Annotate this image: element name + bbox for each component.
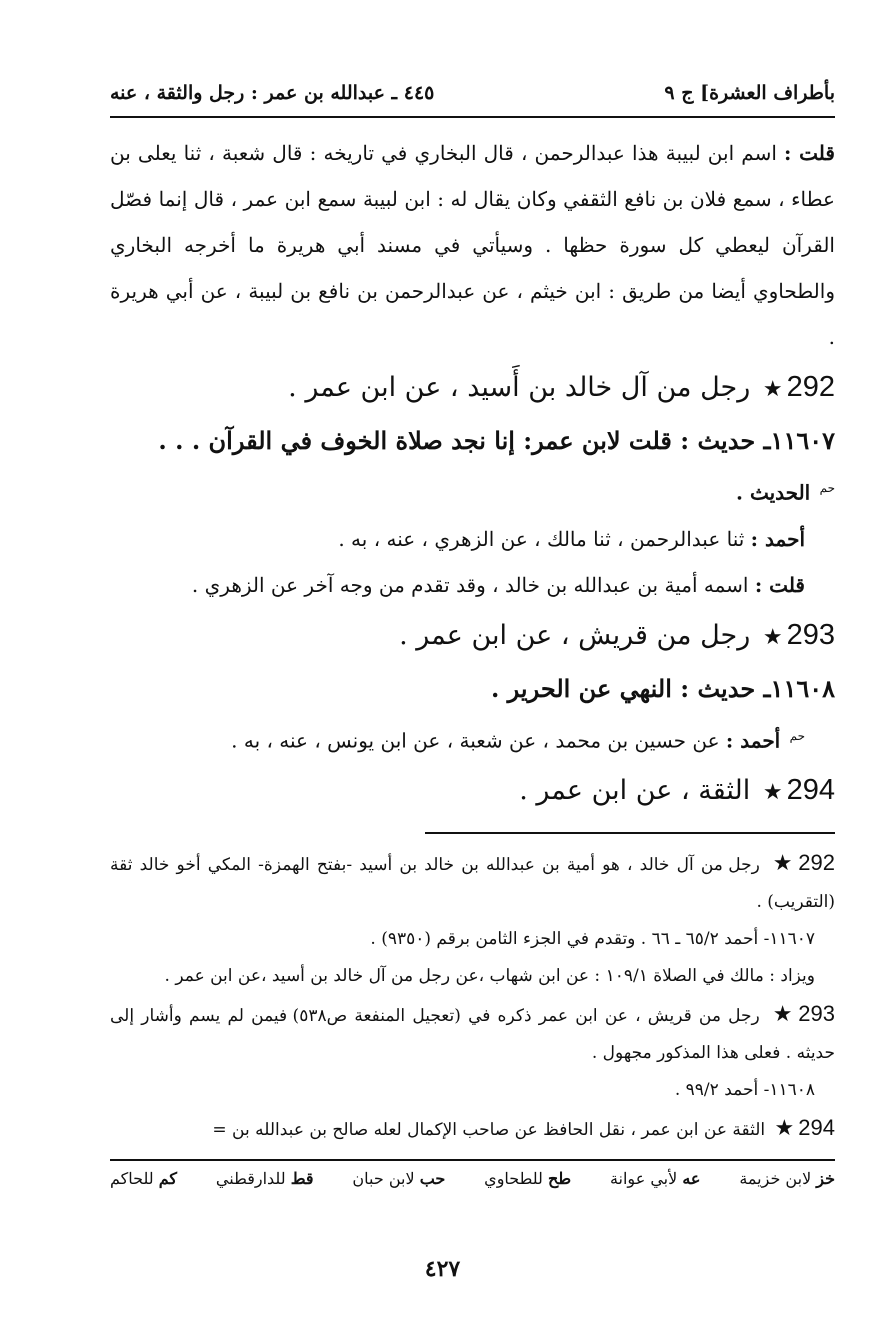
narrator-292-text: رجل من آل خالد بن أَسيد ، عن ابن عمر . [288,372,751,403]
narrator-293 [110,610,835,663]
hadith-11607-note-label: قلت : [754,572,805,597]
footnote-rule [425,832,835,834]
hadith-11607-symbol: حم [819,481,835,495]
page [110,70,835,1300]
hadith-11607-label: ـ حديث : [680,426,771,455]
hadith-11608-heading [110,665,835,713]
sigla-item [484,1169,571,1188]
footnote-11607-addition: ويزاد : مالك في الصلاة ١٠٩/١ : عن ابن شهاب ،عن رجل من آل خالد بن أسيد ،عن ابن عمر . [164,966,815,987]
narrator-292-number: 292 [786,371,835,403]
narrator-292 [110,362,835,415]
hadith-11608-source [110,713,835,764]
footnote-292-text: رجل من آل خالد ، هو أمية بن عبدالله بن خالد بن أسيد -بفتح الهمزة- المكي أخو خالد ثقة (التقريب) . [110,855,835,913]
footnote-292 [110,844,835,921]
sigla-abbr: قط [290,1169,314,1189]
footnote-294 [110,1109,835,1149]
hadith-11608-number: ١١٦٠٨ [770,673,835,703]
hadith-11608-label: ـ حديث : [680,673,771,703]
sigla-item [610,1169,701,1188]
running-head-right: بأطراف العشرة] ج ٩ [664,82,835,104]
footnotes [110,844,835,1149]
sigla-item [216,1169,314,1188]
sigla-item [352,1169,445,1188]
footnote-294-text: الثقة عن ابن عمر ، نقل الحافظ عن صاحب الإكمال لعله صالح بن عبدالله بن = [212,1120,766,1141]
sigla-name: لابن خزيمة [739,1169,812,1189]
hadith-11607-source-label: أحمد : [750,526,805,551]
sigla-abbr: طح [548,1169,572,1189]
sigla-name: لابن حبان [352,1169,415,1189]
star-icon: ★ [762,624,783,650]
star-icon: ★ [770,1002,795,1028]
narrator-294 [110,765,835,818]
sigla-item [110,1169,177,1188]
narrator-293-number: 293 [786,618,835,651]
intro-paragraph [110,130,835,360]
page-number: ٤٢٧ [424,1256,461,1282]
intro-text: اسم ابن لبيبة هذا عبدالرحمن ، قال البخاري في تاريخه : قال شعبة ، ثنا يعلى بن عطاء ، سمع فلان بن نافع الثقفي وكان يقال له : ابن لبيبة سمع ابن عمر ، قال إنما فصّل القرآن ليعطي كل سورة حظها . وسيأتي في مسند أبي هريرة ما أخرجه البخاري والطحاوي أيضا من طريق : ابن خيثم ، عن عبدالرحمن بن نافع بن لبيبة ، عن أبي هريرة . [110,141,835,349]
footnote-11608: ١١٦٠٨- أحمد ٩٩/٢ . [674,1080,815,1101]
sigla-name: للطحاوي [484,1169,543,1189]
hadith-11607-source-text: ثنا عبدالرحمن ، ثنا مالك ، عن الزهري ، عنه ، به . [338,526,745,551]
hadith-11607-end-line [110,465,835,516]
sigla-abbr: كم [158,1169,178,1189]
footnote-293-number: 293 [798,1001,835,1027]
sigla-name: للدارقطني [215,1169,286,1189]
footnote-294-number: 294 [798,1115,835,1141]
sigla-abbr: حب [419,1169,446,1189]
hadith-11607-note [110,562,835,608]
intro-label: قلت : [784,141,835,165]
hadith-11607-source [110,516,835,562]
hadith-11607-heading [110,417,835,465]
hadith-11608-symbol: حم [789,728,805,743]
footnote-293-text: رجل من قريش ، عن ابن عمر ذكره في (تعجيل المنفعة ص٥٣٨) فيمن لم يسم وأشار إلى حديثه . فعلى هذا المذكور مجهول . [110,1006,835,1064]
hadith-11607-note-text: اسمه أمية بن عبدالله بن خالد ، وقد تقدم من وجه آخر عن الزهري . [191,572,749,597]
hadith-11608-source-text: عن حسين بن محمد ، عن شعبة ، عن ابن يونس ، عنه ، به . [231,728,720,753]
hadith-11608-text: النهي عن الحرير . [490,673,672,703]
running-head [110,70,835,118]
footnote-293 [110,995,835,1072]
star-icon: ★ [771,851,795,877]
star-icon: ★ [762,377,783,402]
star-icon: ★ [762,780,783,806]
sigla-name: للحاكم [110,1169,154,1189]
footnote-11607: ١١٦٠٧- أحمد ٦٥/٢ ـ ٦٦ . وتقدم في الجزء الثامن برقم (٩٣٥٠) . [370,929,815,950]
running-head-left: ٤٤٥ ـ عبدالله بن عمر : رجل والثقة ، عنه [110,82,435,104]
sigla-item [739,1169,835,1188]
sigla-name: لأبي عوانة [609,1169,678,1189]
sigla-abbr: عه [682,1169,701,1189]
narrator-294-number: 294 [786,774,835,807]
hadith-11608-source-label: أحمد : [725,728,781,753]
footnote-292-number: 292 [798,850,835,876]
hadith-11607-end: الحديث . [736,480,811,505]
star-icon: ★ [774,1116,795,1142]
narrator-294-text: الثقة ، عن ابن عمر . [519,775,751,807]
narrator-293-text: رجل من قريش ، عن ابن عمر . [399,619,751,651]
main-text [110,130,835,818]
hadith-11607-number: ١١٦٠٧ [770,426,835,455]
sigla-abbr: خز [816,1169,835,1189]
hadith-11607-text: قلت لابن عمر: إنا نجد صلاة الخوف في القرآن . . . [158,426,672,455]
sigla-key [110,1161,835,1188]
